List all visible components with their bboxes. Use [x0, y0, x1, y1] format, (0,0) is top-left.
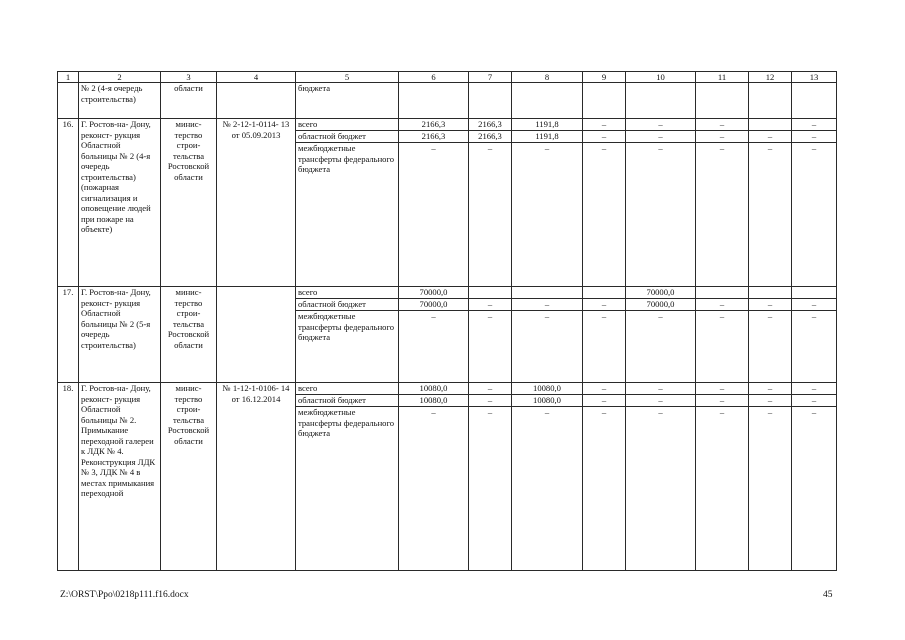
value-cell: –: [399, 407, 469, 571]
value-cell: –: [583, 311, 626, 383]
funding-source-cell: межбюджетные трансферты федерального бюджета: [296, 407, 399, 571]
value-cell: –: [792, 311, 837, 383]
value-cell: [749, 83, 792, 119]
value-cell: –: [626, 119, 696, 131]
value-cell: –: [792, 299, 837, 311]
value-cell: –: [696, 383, 749, 395]
column-header: 13: [792, 72, 837, 83]
value-cell: –: [469, 407, 512, 571]
value-cell: 10080,0: [399, 395, 469, 407]
value-cell: –: [792, 131, 837, 143]
value-cell: 2166,3: [399, 131, 469, 143]
value-cell: [583, 83, 626, 119]
table-row: [58, 119, 837, 131]
value-cell: –: [626, 143, 696, 287]
value-cell: –: [583, 119, 626, 131]
value-cell: [696, 287, 749, 299]
value-cell: –: [512, 299, 583, 311]
value-cell: –: [512, 143, 583, 287]
value-cell: –: [749, 383, 792, 395]
value-cell: –: [626, 407, 696, 571]
value-cell: –: [399, 311, 469, 383]
column-header: 2: [79, 72, 161, 83]
funding-source-cell: межбюджетные трансферты федерального бюджета: [296, 143, 399, 287]
table-row: [58, 287, 837, 299]
value-cell: [469, 83, 512, 119]
value-cell: 2166,3: [399, 119, 469, 131]
value-cell: 70000,0: [626, 299, 696, 311]
budget-table: [57, 71, 837, 571]
value-cell: [749, 287, 792, 299]
value-cell: –: [696, 395, 749, 407]
document-cell: [217, 83, 296, 119]
value-cell: –: [583, 383, 626, 395]
document-cell: № 2-12-1-0114- 13 от 05.09.2013: [217, 119, 296, 287]
column-header: 11: [696, 72, 749, 83]
value-cell: –: [583, 407, 626, 571]
value-cell: –: [583, 299, 626, 311]
value-cell: –: [792, 143, 837, 287]
column-header: 4: [217, 72, 296, 83]
value-cell: [792, 83, 837, 119]
organization-cell: минис- терство строи- тельства Ростовской области: [161, 287, 217, 383]
value-cell: –: [696, 119, 749, 131]
value-cell: –: [696, 299, 749, 311]
funding-source-cell: всего: [296, 287, 399, 299]
value-cell: [749, 119, 792, 131]
value-cell: 70000,0: [399, 287, 469, 299]
row-number-cell: 17.: [58, 287, 79, 383]
value-cell: –: [469, 311, 512, 383]
value-cell: 10080,0: [512, 383, 583, 395]
file-path: Z:\ORST\Ppo\0218p111.f16.docx: [60, 590, 189, 600]
organization-cell: минис- терство строи- тельства Ростовской области: [161, 119, 217, 287]
funding-source-cell: областной бюджет: [296, 299, 399, 311]
value-cell: –: [696, 311, 749, 383]
value-cell: –: [583, 131, 626, 143]
value-cell: –: [626, 311, 696, 383]
column-header: 8: [512, 72, 583, 83]
row-number-cell: [58, 83, 79, 119]
value-cell: 70000,0: [399, 299, 469, 311]
object-name-cell: № 2 (4-я очередь строительства): [79, 83, 161, 119]
funding-source-cell: областной бюджет: [296, 395, 399, 407]
value-cell: 70000,0: [626, 287, 696, 299]
value-cell: [792, 287, 837, 299]
column-header: 12: [749, 72, 792, 83]
table-row: [58, 383, 837, 395]
column-header: 10: [626, 72, 696, 83]
value-cell: [399, 83, 469, 119]
funding-source-cell: областной бюджет: [296, 131, 399, 143]
value-cell: –: [749, 395, 792, 407]
value-cell: –: [792, 383, 837, 395]
value-cell: 1191,8: [512, 119, 583, 131]
value-cell: –: [749, 143, 792, 287]
value-cell: [583, 287, 626, 299]
value-cell: [512, 83, 583, 119]
value-cell: –: [626, 383, 696, 395]
value-cell: [469, 287, 512, 299]
document-cell: № 1-12-1-0106- 14 от 16.12.2014: [217, 383, 296, 571]
object-name-cell: Г. Ростов-на- Дону, реконст- рукция Областной больницы № 2 (4-я очередь строительства) (пожарная сигнализация и оповещение людей при пожаре на объекте): [79, 119, 161, 287]
value-cell: –: [696, 143, 749, 287]
column-header: 6: [399, 72, 469, 83]
value-cell: –: [792, 395, 837, 407]
value-cell: –: [792, 407, 837, 571]
value-cell: –: [512, 311, 583, 383]
value-cell: –: [512, 407, 583, 571]
value-cell: –: [749, 407, 792, 571]
value-cell: –: [696, 131, 749, 143]
value-cell: –: [469, 299, 512, 311]
value-cell: 10080,0: [399, 383, 469, 395]
value-cell: –: [696, 407, 749, 571]
funding-source-cell: бюджета: [296, 83, 399, 119]
value-cell: [626, 83, 696, 119]
value-cell: 1191,8: [512, 131, 583, 143]
funding-source-cell: всего: [296, 383, 399, 395]
row-number-cell: 18.: [58, 383, 79, 571]
funding-source-cell: всего: [296, 119, 399, 131]
value-cell: –: [469, 395, 512, 407]
value-cell: –: [749, 299, 792, 311]
column-header: 9: [583, 72, 626, 83]
value-cell: [696, 83, 749, 119]
value-cell: [512, 287, 583, 299]
column-header: 5: [296, 72, 399, 83]
value-cell: –: [469, 143, 512, 287]
continuation-row: [58, 83, 837, 119]
column-header: 1: [58, 72, 79, 83]
column-header: 3: [161, 72, 217, 83]
document-cell: [217, 287, 296, 383]
value-cell: –: [749, 311, 792, 383]
value-cell: 10080,0: [512, 395, 583, 407]
value-cell: 2166,3: [469, 119, 512, 131]
value-cell: –: [792, 119, 837, 131]
row-number-cell: 16.: [58, 119, 79, 287]
value-cell: –: [583, 143, 626, 287]
object-name-cell: Г. Ростов-на- Дону, реконст- рукция Областной больницы № 2 (5-я очередь строительства): [79, 287, 161, 383]
value-cell: 2166,3: [469, 131, 512, 143]
value-cell: –: [399, 143, 469, 287]
object-name-cell: Г. Ростов-на- Дону, реконст- рукция Областной больницы № 2. Примыкание переходной галереи к ЛДК № 4. Реконструкция ЛДК № 3, ЛДК № 4 в местах примыкания переходной: [79, 383, 161, 571]
value-cell: –: [749, 131, 792, 143]
value-cell: –: [469, 383, 512, 395]
organization-cell: минис- терство строи- тельства Ростовской области: [161, 383, 217, 571]
value-cell: –: [583, 395, 626, 407]
value-cell: –: [626, 131, 696, 143]
value-cell: –: [626, 395, 696, 407]
funding-source-cell: межбюджетные трансферты федерального бюджета: [296, 311, 399, 383]
page-number: 45: [823, 590, 833, 600]
organization-cell: области: [161, 83, 217, 119]
header-row: [58, 72, 837, 83]
column-header: 7: [469, 72, 512, 83]
